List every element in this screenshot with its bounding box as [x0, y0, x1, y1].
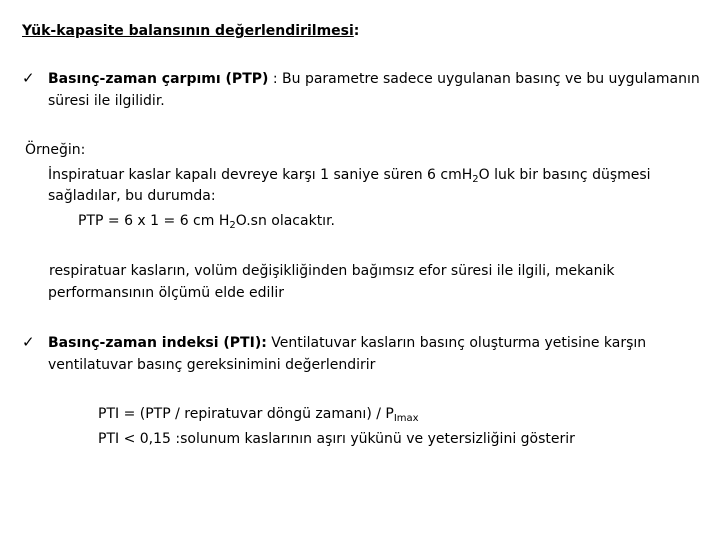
check-icon-2: ✓ — [22, 333, 35, 351]
page-title-colon: : — [353, 23, 360, 39]
example-line-2: sağladılar, bu durumda: — [48, 188, 216, 204]
pti-formula-pre: PTI = (PTP / repiratuvar döngü zamanı) / P — [98, 406, 394, 422]
page-title-text: Yük-kapasite balansının değerlendirilmesi — [22, 23, 354, 39]
respiratory-line-2: performansının ölçümü elde edilir — [48, 285, 284, 301]
pti-threshold: PTI < 0,15 :solunum kaslarının aşırı yükünü ve yetersizliğini gösterir — [98, 431, 575, 447]
example-line-1 — [48, 166, 651, 184]
ptp-formula-post: O.sn olacaktır. — [235, 213, 335, 229]
pti-term: Basınç-zaman indeksi (PTI): — [48, 335, 267, 351]
example-line-1-post: O luk bir basınç düşmesi — [478, 167, 651, 183]
pti-line-2: ventilatuvar basınç gereksinimini değerlendirir — [48, 357, 376, 373]
ptp-description: : Bu parametre sadece uygulanan basınç ve bu uygulamanın — [268, 71, 700, 87]
respiratory-line-1: respiratuar kasların, volüm değişikliğinden bağımsız efor süresi ile ilgili, mekanik — [49, 263, 615, 279]
ptp-formula — [78, 212, 335, 230]
pti-formula — [98, 405, 419, 423]
example-label: Örneğin: — [25, 142, 86, 158]
ptp-formula-sub: 2 — [229, 220, 236, 231]
ptp-line-1 — [48, 70, 700, 88]
example-line-1-sub: 2 — [472, 174, 479, 185]
example-line-1-pre: İnspiratuar kaslar kapalı devreye karşı 1 saniye süren 6 cmH — [48, 167, 473, 183]
pti-description: Ventilatuvar kasların basınç oluşturma yetisine karşın — [266, 335, 647, 351]
check-icon: ✓ — [22, 69, 35, 87]
ptp-formula-pre: PTP = 6 x 1 = 6 cm H — [78, 213, 230, 229]
page-title — [22, 22, 359, 40]
ptp-line-2: süresi ile ilgilidir. — [48, 93, 165, 109]
ptp-term: Basınç-zaman çarpımı (PTP) — [48, 71, 269, 87]
pti-line-1 — [48, 334, 646, 352]
pti-formula-sub: Imax — [393, 413, 419, 424]
